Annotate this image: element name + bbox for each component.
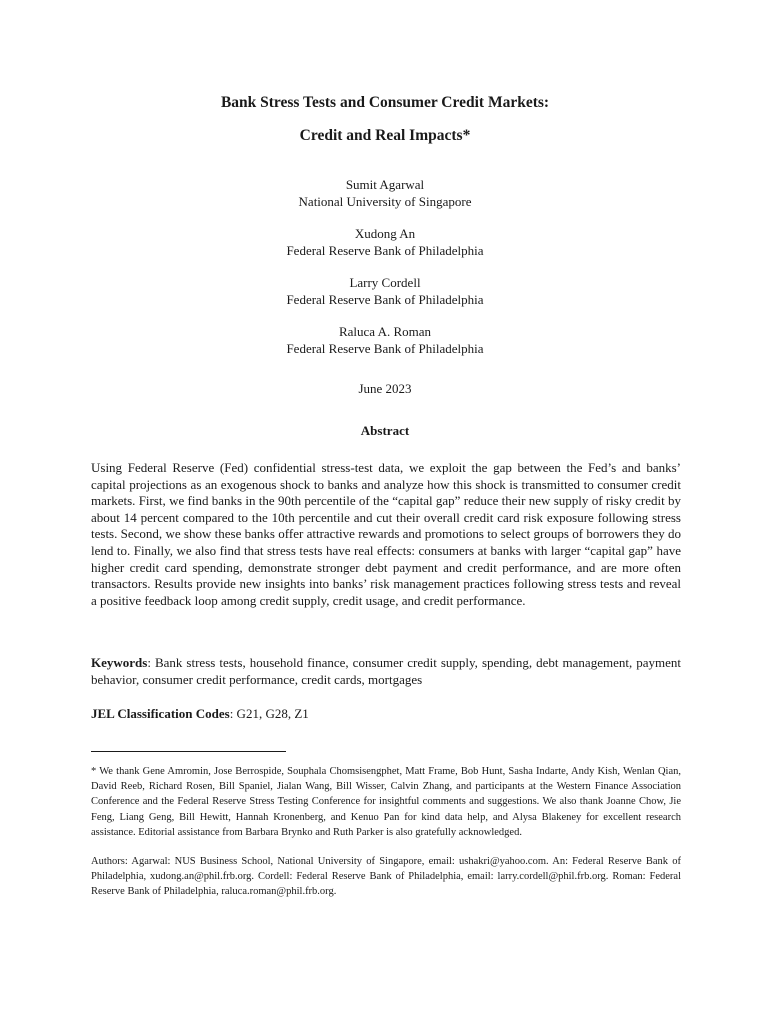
jel-codes	[91, 706, 681, 722]
footnote-divider	[91, 751, 286, 752]
author-affiliation: Federal Reserve Bank of Philadelphia	[286, 292, 484, 307]
abstract-heading: Abstract	[360, 423, 410, 438]
paper-title-line-1: Bank Stress Tests and Consumer Credit Markets:	[220, 94, 550, 111]
footnote-acknowledgments: * We thank Gene Amromin, Jose Berrospide, Souphala Chomsisengphet, Matt Frame, Bob Hunt, Sasha Indarte, Andy Kish, Wenlan Qian, David Reeb, Richard Rosen, Bill Spaniel, Jialan Wang, Bill Wisser, Calvin Zhang, and participants at the Western Finance Association Conference and the Federal Reserve Stress Testing Conference for insightful comments and suggestions. We also thank Joanne Chow, Jie Feng, Liang Geng, Bill Hewitt, Hannah Kronenberg, and Kenuo Pan for kind data help, and Alysa Blakeney for excellent research assistance. Editorial assistance from Barbara Brynko and Ruth Parker is also gratefully acknowledged.	[91, 766, 681, 838]
author-block-4	[0, 323, 770, 357]
jel-text: : G21, G28, Z1	[229, 706, 309, 721]
keywords-label: Keywords	[91, 655, 148, 670]
author-name: Xudong An	[354, 226, 416, 241]
keywords	[91, 655, 681, 688]
paper-title-line-2: Credit and Real Impacts*	[299, 127, 471, 144]
keywords-text: : Bank stress tests, household finance, consumer credit supply, spending, debt management, payment behavior, consumer credit performance, credit cards, mortgages	[91, 655, 681, 687]
footnote-authors: Authors: Agarwal: NUS Business School, National University of Singapore, email: ushakri@yahoo.com. An: Federal Reserve Bank of Philadelphia, xudong.an@phil.frb.org. Cordell: Federal Reserve Bank of Philadelphia, email: larry.cordell@phil.frb.org. Roman: Federal Reserve Bank of Philadelphia, raluca.roman@phil.frb.org.	[91, 856, 681, 898]
author-name: Raluca A. Roman	[338, 324, 432, 339]
author-block-2	[0, 225, 770, 259]
author-block-3	[0, 274, 770, 308]
author-name: Larry Cordell	[349, 275, 421, 290]
author-name: Sumit Agarwal	[345, 177, 425, 192]
author-block-1	[0, 176, 770, 210]
paper-date: June 2023	[358, 381, 412, 396]
abstract-text: Using Federal Reserve (Fed) confidential stress-test data, we exploit the gap between the Fed’s and banks’ capital projections as an exogenous shock to banks and analyze how this shock is transmitted to consumer credit markets. First, we find banks in the 90th percentile of the “capital gap” reduce their new supply of risky credit by about 14 percent compared to the 10th percentile and cut their overall credit card risk exposure following stress tests. Second, we show these banks offer attractive rewards and promotions to select groups of borrowers they do lend to. Finally, we also find that stress tests have real effects: consumers at banks with larger “capital gap” have higher credit card spending, demonstrate stronger debt payment and credit performance, and are more often transactors. Results provide new insights into banks’ risk management practices following stress tests and reveal a positive feedback loop among credit supply, credit usage, and credit performance.	[91, 460, 681, 608]
author-affiliation: National University of Singapore	[298, 194, 472, 209]
author-affiliation: Federal Reserve Bank of Philadelphia	[286, 243, 484, 258]
jel-label: JEL Classification Codes	[91, 706, 230, 721]
author-affiliation: Federal Reserve Bank of Philadelphia	[286, 341, 484, 356]
